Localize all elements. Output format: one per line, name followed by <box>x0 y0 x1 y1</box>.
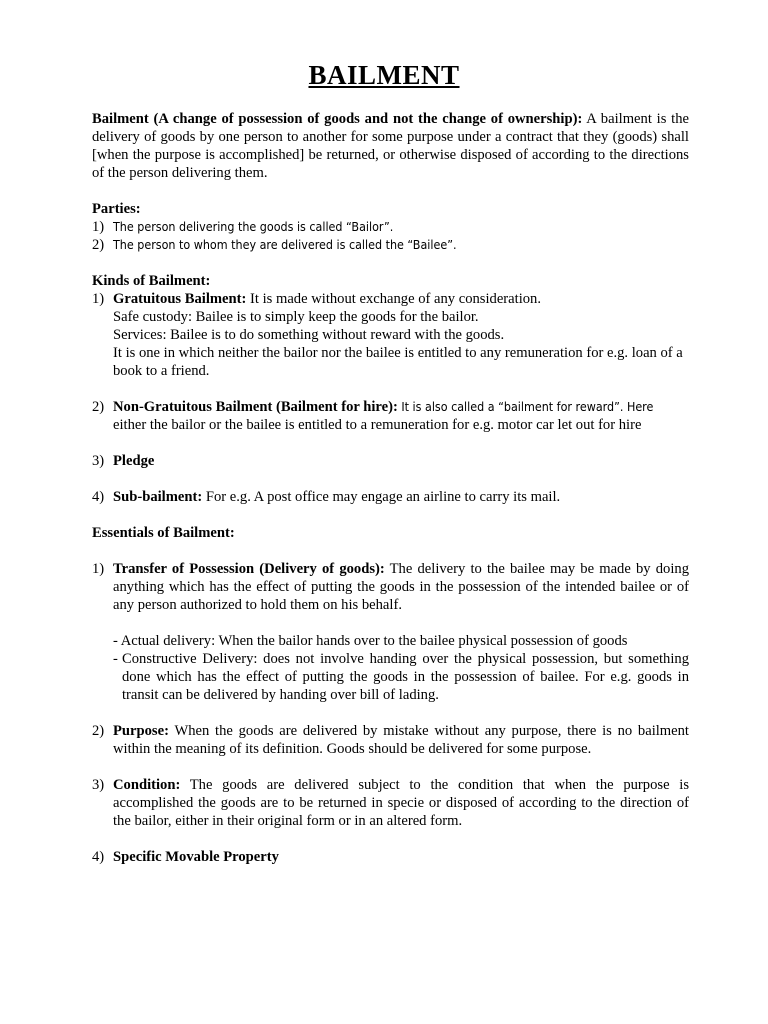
kind-pledge <box>92 452 689 470</box>
item-number: 2) <box>92 723 105 739</box>
item-number: 1) <box>92 219 105 235</box>
kinds-heading: Kinds of Bailment: <box>92 273 211 289</box>
actual-delivery: - Actual delivery: When the bailor hands over to the bailee physical possession of goods <box>113 633 628 649</box>
item-number: 2) <box>92 399 105 415</box>
parties-heading: Parties: <box>92 201 141 217</box>
item-label: Non-Gratuitous Bailment (Bailment for hire): <box>113 399 398 415</box>
intro-paragraph <box>92 110 689 182</box>
constructive-text: Constructive Delivery: does not involve handing over the physical possession, but something done which has the effect of putting the goods in the possession of bailee. For e.g. goods in transit can be delivered by handing over bill of lading. <box>122 651 689 703</box>
item-text: When the goods are delivered by mistake without any purpose, there is no bailment within the meaning of its definition. Goods should be delivered for some purpose. <box>113 723 689 757</box>
essential-transfer <box>92 560 689 704</box>
document-body <box>92 110 689 866</box>
item-number: 1) <box>92 561 105 577</box>
item-number: 4) <box>92 489 105 505</box>
item-number: 4) <box>92 849 105 865</box>
essential-condition <box>92 776 689 830</box>
item-line: Safe custody: Bailee is to simply keep the goods for the bailor. <box>113 309 479 325</box>
item-label: Pledge <box>113 453 155 469</box>
essential-purpose <box>92 722 689 758</box>
item-label: Specific Movable Property <box>113 849 279 865</box>
item-text: The person delivering the goods is called “Bailor”. <box>113 219 394 234</box>
item-text: It is made without exchange of any consideration. <box>246 291 542 307</box>
kind-sub-bailment <box>92 488 689 506</box>
item-line: Services: Bailee is to do something without reward with the goods. <box>113 327 505 343</box>
item-number: 1) <box>92 291 105 307</box>
dash-marker: - <box>113 651 118 667</box>
item-label: Sub-bailment: <box>113 489 203 505</box>
kind-non-gratuitous <box>92 398 689 434</box>
item-text: either the bailor or the bailee is entitled to a remuneration for e.g. motor car let out for hire <box>113 417 642 433</box>
item-text: For e.g. A post office may engage an airline to carry its mail. <box>202 489 561 505</box>
intro-heading: Bailment (A change of possession of goods and not the change of ownership): <box>92 111 583 127</box>
list-item <box>92 218 689 236</box>
item-number: 2) <box>92 237 105 253</box>
parties-list <box>92 218 689 254</box>
constructive-delivery <box>113 650 689 704</box>
item-number: 3) <box>92 453 105 469</box>
item-label: Gratuitous Bailment: <box>113 291 247 307</box>
intro-text: A bailment is the delivery of goods by one person to another for some purpose under a contract that they (goods) shall [when the purpose is accomplished] be returned, or otherwise disposed of according to the directions of the person delivering them. <box>92 111 689 181</box>
item-text: The goods are delivered subject to the condition that when the purpose is accomplished the goods are to be returned in specie or disposed of according to the direction of the bailor, either in their original form or in an altered form. <box>113 777 689 829</box>
item-label: Condition: <box>113 777 181 793</box>
list-item <box>92 236 689 254</box>
item-label: Transfer of Possession (Delivery of goods): <box>113 561 385 577</box>
item-text-sans: It is also called a “bailment for reward”. Here <box>397 399 654 414</box>
item-number: 3) <box>92 777 105 793</box>
page-title: BAILMENT <box>308 60 460 90</box>
kind-gratuitous <box>92 290 689 380</box>
item-line: It is one in which neither the bailor nor the bailee is entitled to any remuneration for e.g. loan of a book to a friend. <box>113 345 683 379</box>
essentials-heading: Essentials of Bailment: <box>92 525 235 541</box>
item-label: Purpose: <box>113 723 169 739</box>
item-text: The person to whom they are delivered is called the “Bailee”. <box>113 237 457 252</box>
essential-property <box>92 848 689 866</box>
item-text: The delivery to the bailee may be made by doing anything which has the effect of putting the goods in the possession of the intended bailee or of any person authorized to hold them on his behalf. <box>113 561 689 613</box>
